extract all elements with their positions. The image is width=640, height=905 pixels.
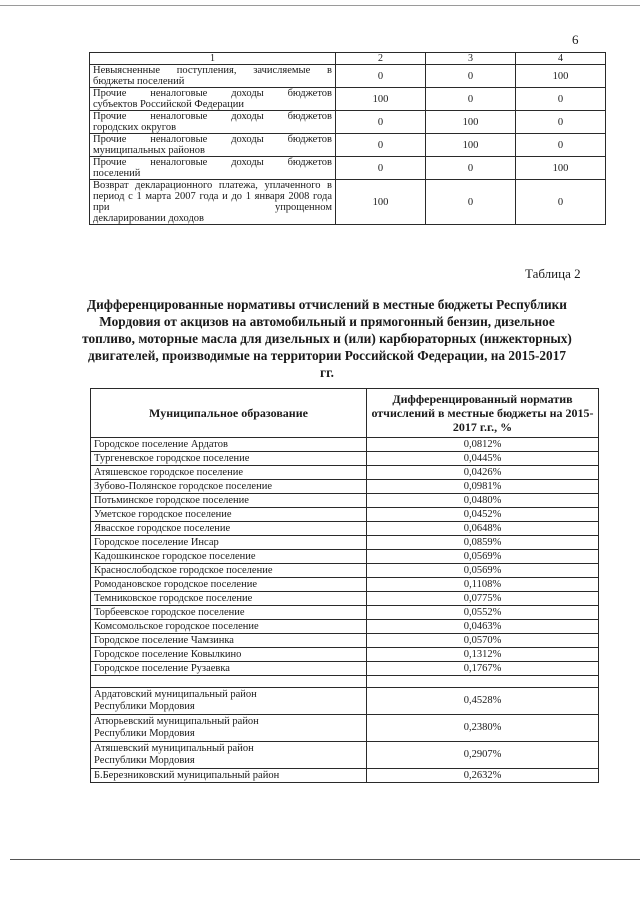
- share-value: 0: [516, 111, 606, 134]
- top-border-line: [0, 5, 640, 6]
- norm-value: 0,0812%: [367, 438, 599, 452]
- norm-value: 0,2380%: [367, 715, 599, 742]
- municipality-name: Городское поселение Рузаевка: [91, 662, 367, 676]
- table-title: Дифференцированные нормативы отчислений в местные бюджеты Республики Мордовия от акцизов на автомобильный и прямогонный бензин, дизельное топливо, моторные масла для дизельных и (или) карбюраторных (инжекторных) двигателей, производимые на территории Российской Федерации, на 2015-2017 гг.: [82, 297, 572, 380]
- share-value: 0: [426, 180, 516, 225]
- municipality-name: Темниковское городское поселение: [91, 592, 367, 606]
- norm-value: 0,0426%: [367, 466, 599, 480]
- table-row: [91, 715, 599, 742]
- column-number: 2: [336, 53, 426, 65]
- table-row: [91, 648, 599, 662]
- column-number: 4: [516, 53, 606, 65]
- table-row: [91, 550, 599, 564]
- table-row: [91, 769, 599, 783]
- income-type-cell: Возврат декларационного платежа, уплаченного в период с 1 марта 2007 года и до 1 января 2008 года при упрощенном декларировании доходов: [90, 180, 336, 225]
- share-value: 100: [516, 65, 606, 88]
- norm-value: 0,0859%: [367, 536, 599, 550]
- district-name: [91, 769, 367, 783]
- norm-value: 0,0775%: [367, 592, 599, 606]
- district-name-line: Б.Березниковский муниципальный район: [94, 770, 280, 781]
- municipality-name: Комсомольское городское поселение: [91, 620, 367, 634]
- share-value: 0: [336, 157, 426, 180]
- income-type-cell: Прочие неналоговые доходы бюджетов муниципальных районов: [90, 134, 336, 157]
- district-name: [91, 688, 367, 715]
- share-value: 0: [336, 111, 426, 134]
- excise-norms-table: [90, 388, 599, 783]
- table-row: [91, 662, 599, 676]
- municipality-name: Кадошкинское городское поселение: [91, 550, 367, 564]
- share-value: 0: [426, 65, 516, 88]
- municipality-name: Городское поселение Ковылкино: [91, 648, 367, 662]
- table-row: [91, 536, 599, 550]
- municipality-name: Ромодановское городское поселение: [91, 578, 367, 592]
- share-value: 100: [336, 180, 426, 225]
- municipality-name: Явасское городское поселение: [91, 522, 367, 536]
- district-name-line: Атяшевский муниципальный район: [94, 743, 254, 754]
- table-row: [91, 466, 599, 480]
- table-row: [91, 742, 599, 769]
- table-row: [91, 564, 599, 578]
- norm-value: 0,2632%: [367, 769, 599, 783]
- income-type-cell: Прочие неналоговые доходы бюджетов субъектов Российской Федерации: [90, 88, 336, 111]
- table-row: [91, 480, 599, 494]
- municipality-name: Зубово-Полянское городское поселение: [91, 480, 367, 494]
- share-value: 100: [426, 134, 516, 157]
- share-value: 100: [336, 88, 426, 111]
- district-name-line: Республики Мордовия: [94, 701, 195, 712]
- income-distribution-table: [89, 52, 606, 225]
- municipality-name: Уметское городское поселение: [91, 508, 367, 522]
- empty-cell: [367, 676, 599, 688]
- table-row: [90, 157, 606, 180]
- blank-separator-row: [91, 676, 599, 688]
- municipality-name: Атяшевское городское поселение: [91, 466, 367, 480]
- table-header-row: [90, 53, 606, 65]
- share-value: 0: [426, 88, 516, 111]
- table-row: [91, 522, 599, 536]
- norm-value: 0,0570%: [367, 634, 599, 648]
- share-value: 100: [516, 157, 606, 180]
- norm-value: 0,0480%: [367, 494, 599, 508]
- income-type-cell: Прочие неналоговые доходы бюджетов поселений: [90, 157, 336, 180]
- norm-value: 0,0445%: [367, 452, 599, 466]
- share-value: 0: [516, 180, 606, 225]
- share-value: 0: [426, 157, 516, 180]
- bottom-border-line: [10, 859, 640, 860]
- table-row: [91, 688, 599, 715]
- table-row: [90, 111, 606, 134]
- norm-value: 0,2907%: [367, 742, 599, 769]
- income-type-cell: Невыясненные поступления, зачисляемые в бюджеты поселений: [90, 65, 336, 88]
- share-value: 100: [426, 111, 516, 134]
- norm-value: 0,1108%: [367, 578, 599, 592]
- municipality-name: Тургеневское городское поселение: [91, 452, 367, 466]
- share-value: 0: [516, 134, 606, 157]
- municipality-name: Торбеевское городское поселение: [91, 606, 367, 620]
- norm-value: 0,0569%: [367, 564, 599, 578]
- empty-cell: [91, 676, 367, 688]
- municipality-name: Городское поселение Инсар: [91, 536, 367, 550]
- district-name-line: Республики Мордовия: [94, 728, 195, 739]
- municipality-name: Городское поселение Ардатов: [91, 438, 367, 452]
- norm-value: 0,0463%: [367, 620, 599, 634]
- district-name-line: Атюрьевский муниципальный район: [94, 716, 259, 727]
- norm-value: 0,1767%: [367, 662, 599, 676]
- norm-value: 0,1312%: [367, 648, 599, 662]
- table-row: [91, 438, 599, 452]
- municipality-name: Городское поселение Чамзинка: [91, 634, 367, 648]
- share-value: 0: [336, 134, 426, 157]
- norm-value: 0,0552%: [367, 606, 599, 620]
- table-row: [90, 88, 606, 111]
- district-name-line: Ардатовский муниципальный район: [94, 689, 257, 700]
- table-row: [91, 494, 599, 508]
- district-name-line: Республики Мордовия: [94, 755, 195, 766]
- municipality-column-header: Муниципальное образование: [91, 389, 367, 438]
- table-label: Таблица 2: [525, 266, 581, 281]
- norm-value: 0,0648%: [367, 522, 599, 536]
- district-name: [91, 715, 367, 742]
- norm-value: 0,0452%: [367, 508, 599, 522]
- table-row: [91, 606, 599, 620]
- share-value: 0: [336, 65, 426, 88]
- norm-value: 0,4528%: [367, 688, 599, 715]
- norm-value: 0,0981%: [367, 480, 599, 494]
- table-row: [91, 452, 599, 466]
- district-name: [91, 742, 367, 769]
- share-value: 0: [516, 88, 606, 111]
- table-row: [90, 180, 606, 225]
- table-row: [90, 134, 606, 157]
- income-type-cell: Прочие неналоговые доходы бюджетов городских округов: [90, 111, 336, 134]
- page-number: 6: [572, 32, 579, 47]
- municipality-name: Краснослободское городское поселение: [91, 564, 367, 578]
- table-row: [91, 578, 599, 592]
- municipality-name: Потьминское городское поселение: [91, 494, 367, 508]
- table-row: [90, 65, 606, 88]
- norm-column-header: Дифференцированный норматив отчислений в местные бюджеты на 2015-2017 г.г., %: [367, 389, 599, 438]
- norm-value: 0,0569%: [367, 550, 599, 564]
- table-header-row: [91, 389, 599, 438]
- table-row: [91, 634, 599, 648]
- table-row: [91, 508, 599, 522]
- table-row: [91, 620, 599, 634]
- column-number: 3: [426, 53, 516, 65]
- column-number: 1: [90, 53, 336, 65]
- table-row: [91, 592, 599, 606]
